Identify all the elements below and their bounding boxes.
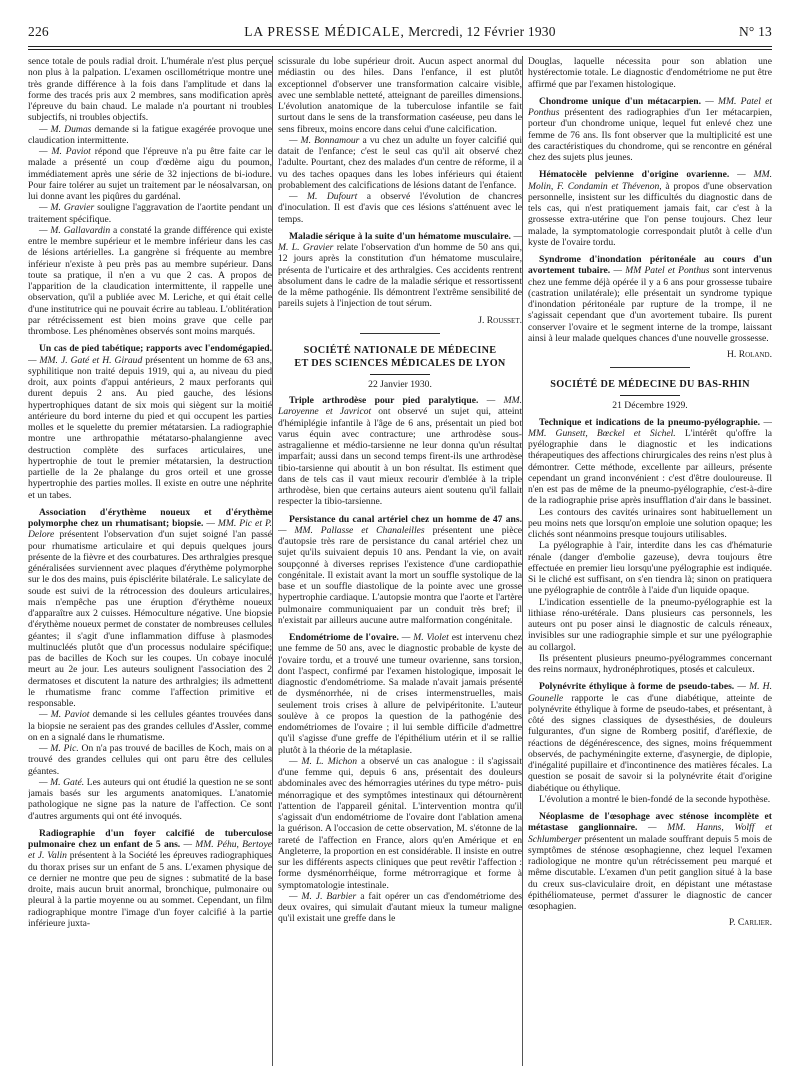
- signature: J. Rousset.: [478, 314, 522, 326]
- header-rule-double: [28, 49, 772, 50]
- speaker-name: — M. Dufourt: [289, 191, 358, 202]
- speaker-name: — M. J. Barbier: [289, 890, 357, 902]
- paragraph-text: L'intérêt qu'offre la pyélographie dans le diagnostic et les indications thérapeutiques des affections chirurgicales des reins n'est plus à démontrer. Cette méthode, excellente par ailleurs, présente cependant un grand inconvénient : c'est d'être douloureuse. Il n'en est pas de même de la pneumo-pyélographie, c'est-à-dire de la radiographie prise après insufflation d'air dans le bassinet.: [528, 427, 772, 507]
- authors: — M. H. Gounelle: [528, 681, 772, 704]
- paragraph-text: présentent l'observation d'un sujet soigné l'an passé pour rhumatisme articulaire et qui depuis quelques jours présente de la fièvre et des courbatures. Des arthralgies presque généralisées surviennent avec plaques d'érythème polymorphe sur le dos des mains, puis épisclérite bilatérale. Le salicylate de soude est suivi de la rétrocession des douleurs articulaires, mais n'empêche pas une éruption d'érythème noueux d'apparaître aux 2 cuisses. Hémoculture négative. Une biopsie d'érythème noueux permet de constater de nombreuses cellules géantes; il s'agit d'une inflammation diffuse à plasmodes multinucléés plutôt que d'un processus nodulaire spécifique; pas de bacilles de Koch sur les coupes. Un cobaye inoculé meurt au 2e jour. Les auteurs soulignent l'association des 2 dermatoses et discutent la nature des arthralgies; ils admettent le rhumatisme franc comme l'affection primitive et responsable.: [28, 529, 272, 709]
- paragraph-text: a observé un cas analogue : il s'agissait d'une femme qui, depuis 6 ans, présentait des douleurs abdominales avec des hémorragies utérines du type métro- puis ménorragique et des symptômes intestinaux qui détournèrent l'attention de l'appareil génital. L'intervention montra qu'il s'agissait d'un endométriome de l'ovaire dont l'ablation amena la guérison. A l'occasion de cette observation, M. s'étonne de la rareté de l'affection en France, alors qu'en Amérique et en Angleterre, la proportion en est considérable. Il insiste en outre sur les différents aspects cliniques que peut revêtir l'affection : forme dysménorrhéique, forme métrorragique et forme à symptomatologie intestinale.: [278, 755, 522, 891]
- speaker-name: — M. Gallavardin: [39, 224, 111, 236]
- paragraph-text: demande si les cellules géantes trouvées dans la biopsie ne seraient pas des grandes cellules d'Assler, comme on en a signalé dans le rhumatisme.: [28, 709, 272, 743]
- paragraph-text: présentent un homme de 63 ans, syphilitique non traité depuis 1919, qui a, au niveau du pied droit, aux points d'appui antérieurs, 2 maux perforants qui durent depuis 2 ans. Au pied gauche, des lésions hypertrophiques datant de six mois qui siègent sur la moitié antérieure du bord interne du pied et qui occupent les parties molles et le squelette du premier métatarsien. La radiographie montre une arthropathie métatarso-phalangienne avec destruction complète des surfaces articulaires, une hypertrophie de tout le premier métatarsien, la destruction partielle de la 2e phalange du gros orteil et une grosse hypertrophie des parties molles. Il existe en outre une néphrite et un tabes.: [28, 354, 272, 501]
- paragraph: L'évolution a montré le bien-fondé de la seconde hypothèse.: [539, 793, 771, 805]
- authors: — MM. Péhu, Bertoye et J. Valin: [28, 839, 272, 862]
- issue-number: N° 13: [738, 24, 772, 39]
- authors: — MM. Pallasse et Chanaleilles: [278, 524, 425, 536]
- communication: [278, 395, 522, 508]
- communication: [528, 169, 772, 248]
- page-header: [28, 24, 772, 44]
- paragraph: [28, 743, 272, 777]
- paragraph-text: Les auteurs qui ont étudié la question ne se sont jamais basés sur les arguments anatomiques. L'anatomie pathologique ne signe pas la nature de l'affection. Ce sont d'autres arguments qui ont été invoqués.: [28, 776, 272, 822]
- speaker-name: — M. Gravier: [39, 202, 95, 214]
- paragraph-text: ont observé un sujet qui, atteint d'hémiplégie infantile à l'âge de 6 ans, présentait un pied bot varus équin avec contracture; une arthrodèse sous-astragalienne et médio-tarsienne ne leur donna qu'un résultat imparfait; aussi dans un second temps firent-ils une arthrodèse tibio-tarsienne qui aboutit à un bon résultat. Ils estiment que dans de tels cas il vaut mieux recourir d'emblée à la triple arthrodèse, bien que certains auteurs aient soutenu qu'il fallait respecter la tibio-tarsienne.: [278, 406, 522, 508]
- paragraph-text: a observé l'évolution de chancres d'inoculation. Il est d'avis que ces lésions s'atténuent avec le temps.: [278, 191, 522, 225]
- society-rule: [620, 395, 680, 396]
- paragraph: Les contours des cavités urinaires sont habituellement un peu moins nets que lorsqu'on emploie une solution opaque; les clichés sont néanmoins presque toujours utilisables.: [528, 506, 772, 540]
- communication-title: Radiographie d'un foyer calcifié de tuberculose pulmonaire chez un enfant de 5 ans.: [28, 827, 272, 850]
- communication: [28, 343, 272, 501]
- communication-title: Néoplasme de l'œsophage avec sténose incomplète et métastase ganglionnaire.: [528, 811, 772, 834]
- communication-title: Syndrome d'inondation péritonéale au cours d'un avortement tubaire.: [528, 254, 772, 277]
- communication-title: Polynévrite éthylique à forme de pseudo-tabes.: [539, 681, 735, 693]
- authors: — MM. Laroyenne et Javricot: [278, 395, 522, 418]
- communication: [528, 681, 772, 794]
- society-heading-line-2: ET DES SCIENCES MÉDICALES DE LYON: [294, 357, 506, 369]
- column-1: [28, 56, 272, 1066]
- communication-title: Endométriome de l'ovaire.: [289, 632, 399, 643]
- paragraph-text: a vu chez un adulte un foyer calcifié qui datait de l'enfance; c'est le seul cas qu'il ait observé chez l'adulte. Pourtant, chez des malades d'un centre de réforme, il a vu des taches opaques dans les lobes inférieurs qui étaient probablement des calcifications de lésions datant de l'enfance.: [278, 134, 522, 191]
- paragraph-text: a fait opérer un cas d'endométriome des deux ovaires, qui simulait d'autant mieux la tumeur maligne qu'il existait une greffe dans le: [278, 890, 522, 925]
- authors: — MM. Hanns, Wolff et Schlumberger: [528, 822, 772, 845]
- authors: — MM Patel et Ponthus: [610, 265, 710, 277]
- paragraph: sence totale de pouls radial droit. L'humérale n'est plus perçue non plus à la palpation. L'examen oscillométrique montre une très grande différence à la fois dans l'amplitude et dans la forme des tracés pris aux 2 membres, sans modification après l'épreuve du bain chaud. Le malade n'a pourtant ni troubles subjectifs, ni troubles objectifs.: [28, 56, 272, 124]
- speaker-name: — M. Bonnamour: [289, 134, 360, 146]
- paragraph-text: présentent un malade souffrant depuis 5 mois de symptômes de sténose œsophagienne, chez lequel l'examen radiologique ne montre qu'un rétrécissement peu marqué et même discutable. L'examen d'un petit ganglion situé à la base du creux sus-claviculaire droit, en dépistant une métastase épithéliomateuse, permet d'assurer le diagnostic de cancer œsophagien.: [528, 833, 772, 912]
- signature: H. Roland.: [726, 349, 772, 360]
- page-number: 226: [28, 24, 49, 39]
- section-separator: [610, 367, 690, 368]
- society-heading: SOCIÉTÉ DE MÉDECINE DU BAS-RHIN: [550, 379, 750, 391]
- paragraph: scissurale du lobe supérieur droit. Aucun aspect anormal du médiastin ou des hiles. Dans l'enfance, il est plutôt exceptionnel d'observer une transformation calcaire visible, avec une semblable netteté, atteignant de pareilles dimensions. L'évolution anatomique de la tuberculose infantile se fait surtout dans le sens de la transformation caséeuse, peu dans le sens fibreux, moins encore dans celui d'une calcification.: [278, 56, 522, 135]
- column-divider-left: [272, 56, 273, 1066]
- authors: — MM. Patel et Ponthus: [528, 95, 772, 118]
- paragraph-text: On n'a pas trouvé de bacilles de Koch, mais on a trouvé des grandes cellules qui ont paru être des cellules géantes.: [28, 743, 272, 777]
- paragraph-text: sont intervenus chez une femme déjà opérée il y a 6 ans pour grossesse tubaire (castration unilatérale); elle présentait un syndrome typique d'inondation péritonéale par rupture de la trompe, il ne s'agissait cependant que d'un avortement tubaire. Ils purent conserver l'ovaire et le segment interne de la trompe, laissant ainsi à leur malade quelques chances d'une nouvelle grossesse.: [528, 265, 772, 344]
- communication-title: Chondrome unique d'un métacarpien.: [539, 95, 702, 107]
- paragraph-text: présentent des radiographies d'un 1er métacarpien, porteur d'un chondrome unique, lequel fut enlevé chez une femme de 76 ans. Ils font observer que la multiplicité est une des caractéristiques du chondrome, qui se rencontre en général chez des sujets plus jeunes.: [528, 107, 772, 163]
- communication: [28, 507, 272, 710]
- paragraph: [28, 777, 272, 822]
- communication-title: Triple arthrodèse pour pied paralytique.: [289, 395, 479, 406]
- speaker-name: — M. Paviot: [39, 709, 90, 721]
- paragraph-text: rapporte le cas d'une diabétique, atteinte de polynévrite éthylique à forme de pseudo-tabes, et présentant, à côté des signes classiques de dysesthésies, de douleurs fulgurantes, d'un signe de Romberg positif, d'aréflexie, de réactions de dégénérescence, des signes, moins fréquemment observés, de pachyméningite externe, d'asynergie, de diplopie, d'inégalité pupillaire et d'incontinence des matières fécales. La question se posait de savoir si la polynévrite était d'origine diabétique ou éthylique.: [528, 692, 772, 794]
- paragraph-text: répond que l'épreuve n'a pu être faite car le malade a présenté un coup d'œdème aigu du poumon, immédiatement après une série de 32 injections de bi-iodure. Pour faire tolérer au sujet un traitement par le néosalvarsan, on lui donne avant les piqûres du gardénal.: [28, 146, 272, 202]
- paragraph: L'indication essentielle de la pneumo-pyélographie est la lithiase réno-urétérale. Dans plusieurs cas personnels, les auteurs ont pu poser ainsi le diagnostic de calculs réneaux, invisibles sur une radiographie simple et sur une pyélographie au collargol.: [528, 596, 772, 653]
- authors: — MM. Gunsett, Bœckel et Sichel.: [528, 416, 772, 439]
- journal-masthead: [28, 24, 772, 40]
- communication: [278, 514, 522, 627]
- issue-date: Mercredi, 12 Février 1930: [408, 24, 556, 39]
- paragraph: [28, 202, 272, 225]
- society-rule: [370, 374, 430, 375]
- paragraph-text: présentent une pièce d'autopsie très rare de persistance du canal artériel chez un sujet qu'ils suivaient depuis 10 ans. Pendant la vie, on avait soupçonné à diverses reprises l'existence d'une cardiopathie congénitale. Il existait avant la mort un souffle systolique de la base et un souffle diastolique de la pointe avec une grosse hypertrophie cardiaque. L'autopsie montra que l'aorte et l'artère pulmonaire communiquaient par un conduit très bref; il n'existait par ailleurs aucune autre malformation congénitale.: [278, 524, 522, 626]
- section-separator: [360, 333, 440, 334]
- signature: P. Carlier.: [728, 917, 772, 929]
- paragraph-text: présentent à la Société les épreuves radiographiques du thorax prises sur un enfant de 5 ans. L'examen physique de ce dernier ne montre que peu de signes : submatité de la base droite, mais aucun bruit anormal, bronchique, pulmonaire ou pleural à la partie moyenne ou au sommet. Cependant, un film radiographique montre l'image d'un foyer calcifié à la partie inférieure juxta-: [28, 850, 272, 929]
- paragraph-text: à propos d'une observation personnelle, insistent sur les difficultés du diagnostic dans de tels cas, qui n'est pratiquement jamais fait, car c'est à la grossesse extra-utérine que l'on pense toujours. Chez leur malade, la symptomatologie correspondait plutôt à celle d'un kyste de l'ovaire tordu.: [528, 180, 772, 248]
- communication-title: Un cas de pied tabétique; rapports avec l'endomégapied.: [39, 343, 272, 355]
- society-heading-line-1: SOCIÉTÉ NATIONALE DE MÉDECINE: [303, 344, 497, 356]
- paragraph: [278, 191, 522, 225]
- authors: — MM. J. Gaté et H. Giraud: [28, 354, 143, 366]
- paragraph: Ils présentent plusieurs pneumo-pyélogrammes concernant des reins normaux, hydronéphrotiques, ptosés et calculeux.: [528, 652, 772, 675]
- society-heading: [278, 344, 522, 370]
- communication: [28, 828, 272, 929]
- communication-title: Hématocèle pelvienne d'origine ovarienne.: [539, 169, 730, 181]
- paragraph: [28, 146, 272, 202]
- session-date: 21 Décembre 1929.: [612, 400, 688, 412]
- communication-title: Association d'érythème noueux et d'érythème polymorphe chez un rhumatisant; biopsie.: [28, 506, 272, 529]
- session-date: 22 Janvier 1930.: [368, 378, 432, 390]
- speaker-name: — M. Gaté.: [39, 776, 85, 788]
- communication: [528, 417, 772, 507]
- authors: — MM. Pic et P. Delore: [28, 518, 272, 541]
- paragraph-text: relate l'observation d'un homme de 50 ans qui, 12 jours après la constitution d'un hématome musculaire, présenta de l'urticaire et des arthralgies. Ces accidents rentrent absolument dans le cadre de la maladie sérique et ressortissent de la même pathogénie. Ils démontrent l'extrême sensibilité de pareils sujets à l'injection de tout sérum.: [278, 242, 522, 310]
- paragraph: [278, 891, 522, 925]
- column-divider-right: [522, 56, 523, 1066]
- authors: — M. Violet: [398, 632, 449, 643]
- speaker-name: — M. Dumas: [39, 123, 92, 135]
- paragraph-text: demande si la fatigue exagérée provoque une claudication intermittente.: [28, 123, 272, 146]
- communication: [528, 811, 772, 912]
- communication-title: Technique et indications de la pneumo-pyélographie.: [539, 416, 760, 428]
- communication-title: Maladie sérique à la suite d'un hématome musculaire.: [289, 230, 511, 242]
- communication: [278, 231, 522, 310]
- paragraph: [28, 709, 272, 743]
- paragraph: [278, 756, 522, 891]
- speaker-name: — M. Paviot: [39, 146, 91, 157]
- column-2: [278, 56, 522, 1066]
- paragraph-text: souligne l'aggravation de l'aortite pendant un traitement spécifique.: [28, 202, 272, 225]
- paragraph: Douglas, laquelle nécessita pour son ablation une hystérectomie totale. Le diagnostic d'endométriome ne put être affirmé que par l'examen histologique.: [528, 56, 772, 90]
- paragraph-text: est intervenu chez une femme de 50 ans, avec le diagnostic probable de kyste de l'ovaire tordu, et a trouvé une tumeur ovarienne, sans torsion, dont l'aspect, confirmé par l'examen histologique, imposait le diagnostic d'endométriome. Sa malade n'avait jamais présenté de dysménorrhée, ni de crises intermenstruelles, mais seulement trois crises à allure de pelvipéritonite. L'auteur soulève à ce propos la question de la pathogénie des endométriomes de l'ovaire ; il lui semble difficile d'admettre qu'il s'agisse d'une greffe de l'épithélium utérin et il se rallie plutôt à la théorie de la métaplasie.: [278, 632, 522, 756]
- speaker-name: — M. L. Michon: [289, 755, 358, 767]
- paragraph: [28, 225, 272, 338]
- authors: — MM. Molin, F. Condamin et Thévenon,: [528, 169, 772, 192]
- column-3: [528, 56, 772, 1066]
- communication: [528, 254, 772, 344]
- communication: [278, 632, 522, 756]
- paragraph: [278, 135, 522, 191]
- header-rule: [28, 46, 772, 47]
- authors: — M. L. Gravier: [278, 230, 522, 253]
- paragraph: [28, 124, 272, 147]
- communication-title: Persistance du canal artériel chez un homme de 47 ans.: [289, 513, 522, 525]
- journal-title: LA PRESSE MÉDICALE,: [244, 24, 405, 39]
- paragraph-text: a constaté la grande différence qui existe entre le membre supérieur et le membre inférieur dans les cas de lésions artérielles. La gangrène si fréquente au membre inférieur n'existe à peu près pas au membre supérieur. Dans toute sa pratique, il n'en a vu que 2 cas. A propos de l'apparition de la claudication intermittente, il rappelle une observation, qu'il a publiée avec M. Leriche, et qui était celle d'une institutrice qui ne pouvait écrire au tableau. L'oblitération par rétrécissement est bien moins grave que celle par thrombose. Les phénomènes observés sont moins marqués.: [28, 224, 272, 337]
- speaker-name: — M. Pic.: [39, 743, 79, 754]
- communication: [528, 96, 772, 164]
- paragraph: La pyélographie à l'air, interdite dans les cas d'hématurie rénale (danger d'embolie gazeuse), devra toujours être effectuée en premier lieu lorsqu'une pyélographie est indiquée. Si le cliché est suffisant, on s'en tiendra là; sinon on pratiquera une pyélographie de contrôle à l'aide d'un liquide opaque.: [528, 540, 772, 597]
